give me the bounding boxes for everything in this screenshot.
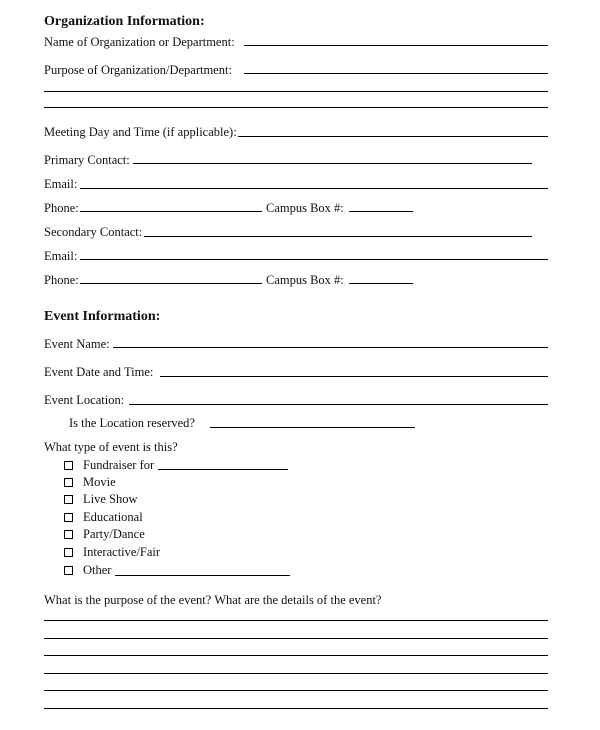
organization-purpose-field-line-3[interactable]	[44, 107, 548, 108]
secondary-phone-label: Phone:	[44, 273, 79, 287]
meeting-time-field[interactable]	[238, 136, 548, 137]
primary-campus-box-label: Campus Box #:	[266, 201, 344, 215]
checkbox-party-dance[interactable]	[64, 530, 73, 539]
event-purpose-line-4[interactable]	[44, 673, 548, 674]
primary-phone-field[interactable]	[80, 211, 262, 212]
checkbox-live-show[interactable]	[64, 495, 73, 504]
secondary-contact-label: Secondary Contact:	[44, 225, 143, 239]
organization-purpose-field[interactable]	[244, 73, 548, 74]
checkbox-movie-label: Movie	[83, 475, 116, 489]
checkbox-educational[interactable]	[64, 513, 73, 522]
location-reserved-label: Is the Location reserved?	[69, 416, 195, 430]
primary-email-label: Email:	[44, 177, 78, 191]
event-purpose-line-2[interactable]	[44, 638, 548, 639]
event-location-field[interactable]	[129, 404, 548, 405]
checkbox-educational-label: Educational	[83, 510, 143, 524]
primary-email-field[interactable]	[80, 188, 548, 189]
organization-name-field[interactable]	[244, 45, 548, 46]
event-purpose-line-6[interactable]	[44, 708, 548, 709]
event-purpose-line-5[interactable]	[44, 690, 548, 691]
organization-section-title: Organization Information:	[44, 14, 205, 29]
event-datetime-field[interactable]	[160, 376, 548, 377]
fundraiser-for-field[interactable]	[158, 469, 288, 470]
primary-campus-box-field[interactable]	[349, 211, 413, 212]
secondary-email-field[interactable]	[80, 259, 548, 260]
checkbox-interactive-fair-label: Interactive/Fair	[83, 545, 161, 559]
checkbox-other[interactable]	[64, 566, 73, 575]
event-name-field[interactable]	[113, 347, 548, 348]
primary-phone-label: Phone:	[44, 201, 79, 215]
meeting-time-label: Meeting Day and Time (if applicable):	[44, 125, 237, 139]
organization-name-label: Name of Organization or Department:	[44, 35, 235, 49]
event-type-question: What type of event is this?	[44, 440, 178, 454]
organization-purpose-field-line-2[interactable]	[44, 91, 548, 92]
checkbox-party-dance-label: Party/Dance	[83, 527, 145, 541]
event-purpose-question: What is the purpose of the event? What are the details of the event?	[44, 593, 382, 607]
event-section-title: Event Information:	[44, 309, 161, 324]
secondary-campus-box-field[interactable]	[349, 283, 413, 284]
checkbox-interactive-fair[interactable]	[64, 548, 73, 557]
other-field[interactable]	[115, 575, 290, 576]
checkbox-live-show-label: Live Show	[83, 492, 138, 506]
checkbox-fundraiser[interactable]	[64, 461, 73, 470]
secondary-email-label: Email:	[44, 249, 78, 263]
secondary-contact-field[interactable]	[144, 236, 532, 237]
event-location-label: Event Location:	[44, 393, 125, 407]
event-purpose-line-3[interactable]	[44, 655, 548, 656]
location-reserved-field[interactable]	[210, 427, 415, 428]
event-name-label: Event Name:	[44, 337, 110, 351]
event-datetime-label: Event Date and Time:	[44, 365, 154, 379]
event-purpose-line-1[interactable]	[44, 620, 548, 621]
checkbox-fundraiser-label: Fundraiser for	[83, 458, 155, 472]
secondary-campus-box-label: Campus Box #:	[266, 273, 344, 287]
primary-contact-label: Primary Contact:	[44, 153, 130, 167]
checkbox-movie[interactable]	[64, 478, 73, 487]
secondary-phone-field[interactable]	[80, 283, 262, 284]
primary-contact-field[interactable]	[133, 163, 532, 164]
organization-purpose-label: Purpose of Organization/Department:	[44, 63, 232, 77]
checkbox-other-label: Other	[83, 563, 112, 577]
